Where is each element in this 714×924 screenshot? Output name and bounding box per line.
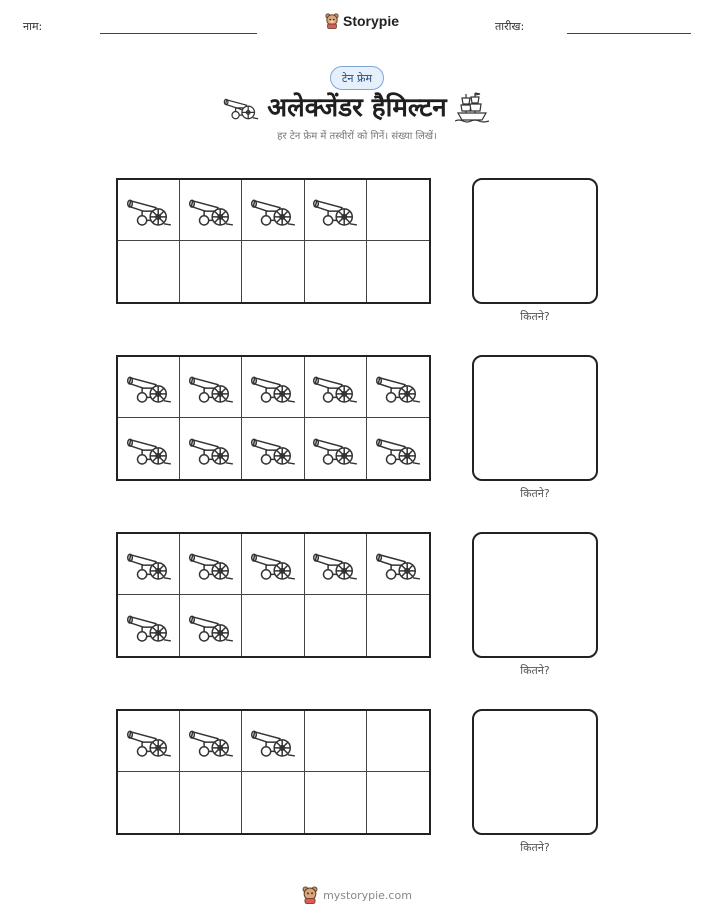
instructions: हर टेन फ्रेम में तस्वीरों को गिनें। संख्या लिखें।: [277, 131, 437, 142]
cannon-icon: [188, 368, 234, 406]
date-label: तारीख:: [495, 20, 525, 33]
cannon-icon: [126, 722, 172, 760]
frame-cell: [305, 357, 367, 418]
brand-name: Storypie: [343, 13, 400, 29]
answer-box[interactable]: [472, 355, 598, 481]
answer-box[interactable]: [472, 709, 598, 835]
frame-cell: [180, 595, 242, 656]
ten-frame: [116, 709, 431, 835]
cannon-icon: [250, 430, 296, 468]
frame-cell: [180, 357, 242, 418]
frame-cell: [305, 711, 367, 772]
frame-cell: [118, 180, 180, 241]
cannon-icon: [250, 368, 296, 406]
footer-url[interactable]: mystorypie.com: [323, 888, 412, 902]
frame-cell: [118, 711, 180, 772]
brand: [325, 13, 399, 29]
cannon-icon: [126, 430, 172, 468]
frame-cell: [367, 241, 429, 302]
frame-cell: [242, 534, 304, 595]
frame-cell: [367, 534, 429, 595]
answer-label: कितने?: [520, 487, 550, 500]
answer-box[interactable]: [472, 532, 598, 658]
date-line[interactable]: [567, 33, 691, 34]
ship-icon: [455, 91, 489, 123]
frame-cell: [367, 418, 429, 479]
frame-cell: [118, 241, 180, 302]
frame-cell: [367, 772, 429, 833]
frame-cell: [242, 711, 304, 772]
frame-cell: [305, 595, 367, 656]
name-line[interactable]: [100, 33, 257, 34]
cannon-icon: [250, 191, 296, 229]
cannon-icon: [188, 607, 234, 645]
footer: [0, 886, 714, 904]
frame-cell: [180, 711, 242, 772]
topic-badge: टेन फ्रेम: [330, 66, 384, 90]
frame-cell: [180, 772, 242, 833]
frame-cell: [305, 180, 367, 241]
cannon-icon: [375, 368, 421, 406]
cannon-icon: [375, 545, 421, 583]
cannon-icon: [126, 607, 172, 645]
frame-cell: [305, 772, 367, 833]
frame-cell: [242, 357, 304, 418]
frame-cell: [305, 241, 367, 302]
frame-cell: [367, 711, 429, 772]
frame-cell: [367, 357, 429, 418]
frame-cell: [118, 357, 180, 418]
bear-logo-icon: [325, 13, 339, 29]
cannon-icon: [188, 722, 234, 760]
cannon-icon: [312, 430, 358, 468]
answer-label: कितने?: [520, 310, 550, 323]
ten-frame: [116, 355, 431, 481]
ten-frame: [116, 532, 431, 658]
cannon-icon: [312, 545, 358, 583]
frame-cell: [118, 418, 180, 479]
frame-cell: [242, 241, 304, 302]
frame-cell: [180, 241, 242, 302]
answer-label: कितने?: [520, 664, 550, 677]
frame-cell: [242, 595, 304, 656]
cannon-icon: [126, 191, 172, 229]
ten-frame: [116, 178, 431, 304]
cannon-icon: [188, 430, 234, 468]
frame-cell: [305, 534, 367, 595]
cannon-icon: [188, 191, 234, 229]
page-title: अलेक्जेंडर हैमिल्टन: [267, 93, 447, 123]
frame-cell: [242, 772, 304, 833]
cannon-icon: [188, 545, 234, 583]
frame-cell: [242, 418, 304, 479]
frame-cell: [242, 180, 304, 241]
frame-cell: [305, 418, 367, 479]
frame-cell: [118, 772, 180, 833]
frame-cell: [367, 180, 429, 241]
answer-box[interactable]: [472, 178, 598, 304]
bear-logo-icon: [302, 886, 318, 904]
frame-cell: [180, 534, 242, 595]
cannon-icon: [250, 722, 296, 760]
cannon-icon: [126, 368, 172, 406]
frame-cell: [118, 534, 180, 595]
answer-label: कितने?: [520, 841, 550, 854]
frame-cell: [118, 595, 180, 656]
frame-cell: [367, 595, 429, 656]
frame-cell: [180, 180, 242, 241]
cannon-icon: [375, 430, 421, 468]
frame-cell: [180, 418, 242, 479]
cannon-icon: [312, 191, 358, 229]
name-label: नाम:: [23, 20, 43, 33]
cannon-icon: [312, 368, 358, 406]
cannon-icon: [126, 545, 172, 583]
cannon-icon: [250, 545, 296, 583]
